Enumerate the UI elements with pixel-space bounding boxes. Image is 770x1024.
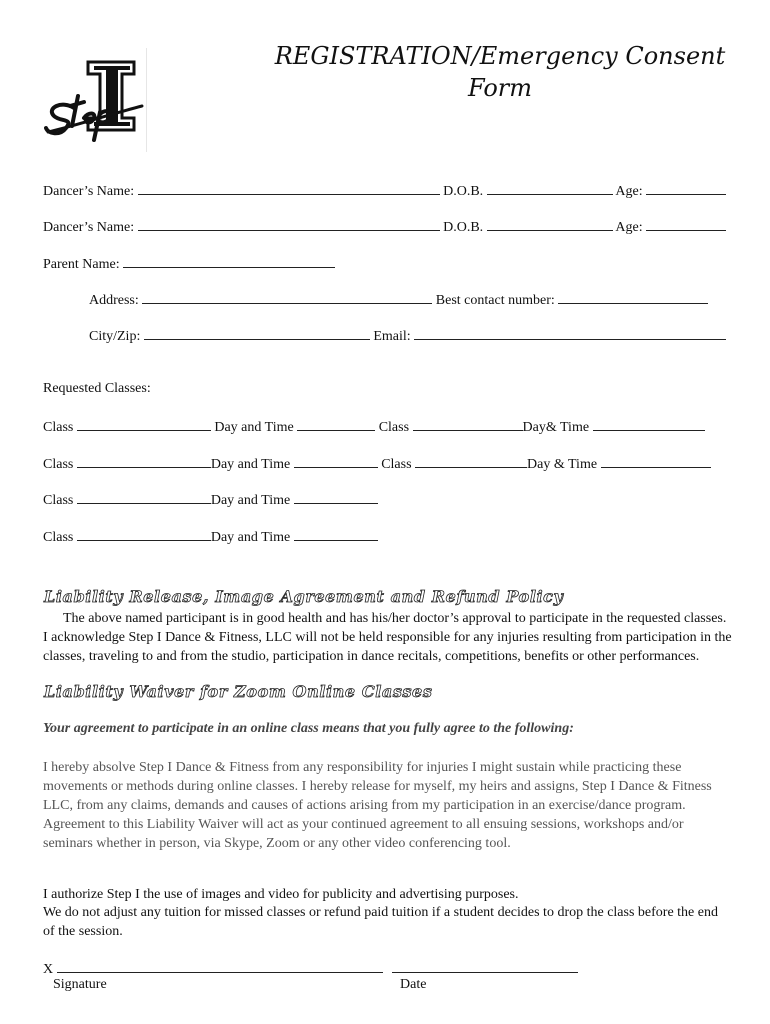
dancer-1-name-field[interactable] <box>138 181 440 195</box>
address-row <box>89 290 708 309</box>
daytime-label: Day and Time <box>214 420 294 435</box>
dancer-1-name-label: Dancer’s Name: <box>43 184 135 199</box>
form-title <box>250 40 750 104</box>
zoom-waiver-text: I hereby absolve Step I Dance & Fitness from any responsibility for injuries I might sustain while practicing these movements or methods during online classes. I hereby release for myself, my heirs and assigns, Step I Dance & Fitness LLC, from any claims, demands and causes of actions arising from my participation in an exercise/dance program. Agreement to this Liability Waiver will act as your continued agreement to all ensuing sessions, workshops and/or seminars whether in person, via Skype, Zoom or any other video conferencing tool. <box>43 760 712 851</box>
dancer-2-dob-label: D.O.B. <box>443 220 484 235</box>
daytime-5-field[interactable] <box>294 490 378 504</box>
signature-row <box>43 959 578 978</box>
dancer-1-age-field[interactable] <box>646 181 726 195</box>
image-authorization-text: I authorize Step I the use of images and video for publicity and advertising purposes. <box>43 887 519 902</box>
date-label: Date <box>400 977 427 992</box>
requested-classes-label: Requested Classes: <box>43 381 151 396</box>
email-label: Email: <box>373 329 411 344</box>
cityzip-field[interactable] <box>144 326 370 340</box>
cityzip-row <box>89 326 726 345</box>
class-label: Class <box>43 420 74 435</box>
class-row-2 <box>43 454 711 473</box>
dancer-1-dob-field[interactable] <box>487 181 613 195</box>
dancer-2-name-label: Dancer’s Name: <box>43 220 135 235</box>
class-label: Class <box>43 530 74 545</box>
parent-row <box>43 254 335 273</box>
signature-label: Signature <box>53 977 107 992</box>
dancer-2-dob-field[interactable] <box>487 217 613 231</box>
daytime-6-field[interactable] <box>294 527 378 541</box>
daytime-label: Day and Time <box>210 493 291 508</box>
class-label: Class <box>43 457 74 472</box>
dancer-2-age-field[interactable] <box>646 217 726 231</box>
class-5-field[interactable] <box>77 490 211 504</box>
logo-divider <box>146 48 147 152</box>
class-1-field[interactable] <box>77 417 211 431</box>
address-label: Address: <box>89 293 139 308</box>
liability-text: The above named participant is in good health and has his/her doctor’s approval to participate in the requested classes. I acknowledge Step I Dance & Fitness, LLC will not be held responsible for any injuries resulting from participation in the classes, traveling to and from the studio, participation in dance recitals, competitions, benefits or other performances. <box>43 611 732 664</box>
dancer-1-row <box>43 181 726 200</box>
contact-number-label: Best contact number: <box>435 293 555 308</box>
liability-heading: Liability Release, Image Agreement and Refund Policy <box>44 587 564 606</box>
signature-x-mark: X <box>43 962 54 977</box>
class-label: Class <box>381 457 412 472</box>
daytime-label: Day & Time <box>527 457 598 472</box>
signature-field[interactable] <box>57 959 383 973</box>
dancer-2-age-label: Age: <box>615 220 643 235</box>
zoom-waiver-heading: Liability Waiver for Zoom Online Classes <box>44 682 433 701</box>
dancer-1-dob-label: D.O.B. <box>443 184 484 199</box>
class-3-field[interactable] <box>77 454 211 468</box>
parent-name-field[interactable] <box>123 254 335 268</box>
class-row-3 <box>43 490 378 509</box>
refund-policy-text: We do not adjust any tuition for missed classes or refund paid tuition if a student decides to drop the class before the end of the session. <box>43 905 718 939</box>
daytime-4-field[interactable] <box>601 454 711 468</box>
parent-name-label: Parent Name: <box>43 257 120 272</box>
dancer-2-name-field[interactable] <box>138 217 440 231</box>
step-i-logo <box>44 56 148 152</box>
contact-number-field[interactable] <box>558 290 708 304</box>
class-2-field[interactable] <box>413 417 523 431</box>
email-field[interactable] <box>414 326 726 340</box>
class-6-field[interactable] <box>77 527 211 541</box>
class-label: Class <box>378 420 410 435</box>
title-line-1: REGISTRATION/Emergency Consent <box>274 42 726 70</box>
dancer-1-age-label: Age: <box>615 184 643 199</box>
daytime-2-field[interactable] <box>593 417 705 431</box>
daytime-label: Day and Time <box>210 457 291 472</box>
daytime-3-field[interactable] <box>294 454 378 468</box>
zoom-waiver-intro: Your agreement to participate in an online class means that you fully agree to the following: <box>43 721 574 736</box>
class-row-1 <box>43 417 705 436</box>
dancer-2-row <box>43 217 726 236</box>
daytime-1-field[interactable] <box>297 417 375 431</box>
class-4-field[interactable] <box>415 454 527 468</box>
daytime-label: Day and Time <box>210 530 291 545</box>
cityzip-label: City/Zip: <box>89 329 141 344</box>
date-field[interactable] <box>392 959 578 973</box>
class-row-4 <box>43 527 378 546</box>
class-label: Class <box>43 493 74 508</box>
title-line-2: Form <box>467 74 533 102</box>
daytime-label: Day& Time <box>522 420 590 435</box>
address-field[interactable] <box>142 290 432 304</box>
